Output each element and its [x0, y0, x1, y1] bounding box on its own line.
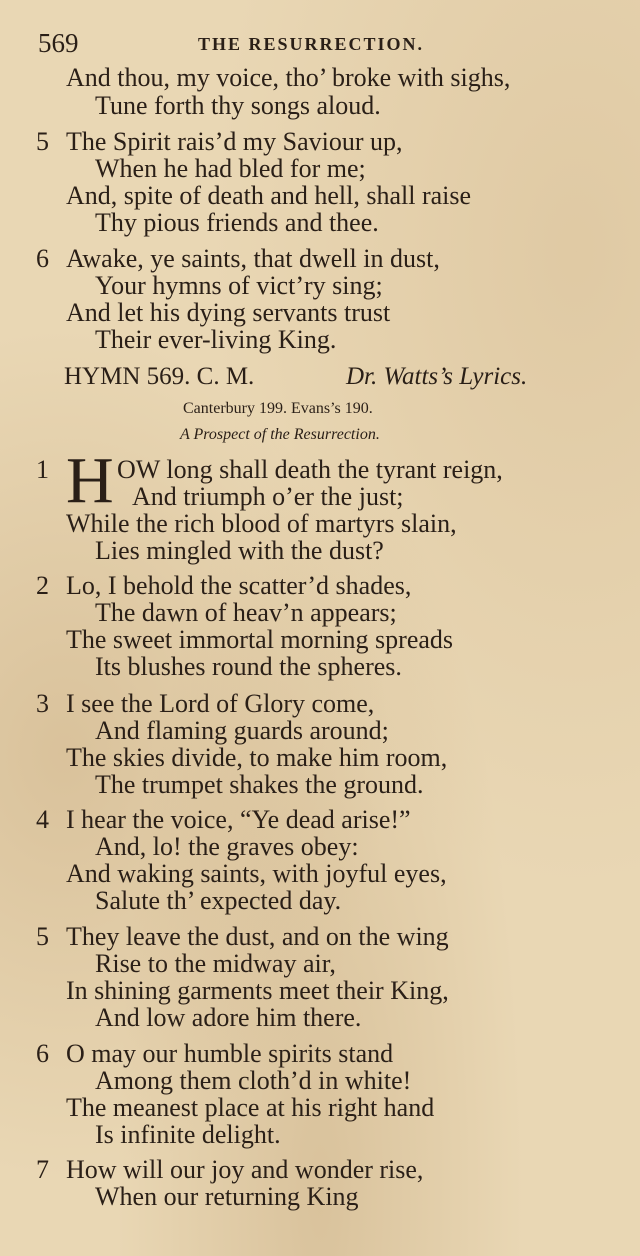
verse-line: And waking saints, with joyful eyes,	[66, 859, 447, 888]
drop-cap: H	[66, 444, 114, 517]
verse-number: 5	[36, 922, 49, 951]
running-head: THE RESURRECTION.	[198, 34, 425, 54]
verse-line: How will our joy and wonder rise,	[66, 1155, 424, 1184]
verse-line: The trumpet shakes the ground.	[95, 770, 424, 799]
verse-number: 2	[36, 571, 49, 600]
verse-line: And, spite of death and hell, shall raise	[66, 181, 472, 210]
verse-line: Is infinite delight.	[95, 1120, 281, 1149]
verse-line: And low adore him there.	[95, 1003, 362, 1032]
verse-line: Tune forth thy songs aloud.	[95, 91, 381, 120]
verse-line: Rise to the midway air,	[95, 949, 336, 978]
verse-line: The meanest place at his right hand	[66, 1093, 435, 1122]
verse-line: Salute th’ expected day.	[95, 886, 342, 915]
verse-line: I see the Lord of Glory come,	[66, 689, 375, 718]
verse-line: The skies divide, to make him room,	[66, 743, 448, 772]
verse-line: When our returning King	[95, 1182, 359, 1211]
hymn-author: Dr. Watts’s Lyrics.	[346, 363, 528, 390]
verse-line: In shining garments meet their King,	[66, 976, 449, 1005]
verse-line: Its blushes round the spheres.	[95, 652, 402, 681]
verse-number: 7	[36, 1155, 49, 1184]
verse-number: 3	[36, 689, 49, 718]
verse-line: Lies mingled with the dust?	[95, 536, 384, 565]
verse-line: O may our humble spirits stand	[66, 1039, 394, 1068]
verse-line: They leave the dust, and on the wing	[66, 922, 449, 951]
verse-number: 6	[36, 244, 49, 273]
hymn-title	[64, 363, 528, 391]
verse-line: Their ever-living King.	[95, 325, 337, 354]
verse-line: The dawn of heav’n appears;	[95, 598, 397, 627]
verse-line: And, lo! the graves obey:	[95, 832, 359, 861]
verse-line: And thou, my voice, tho’ broke with sighs,	[66, 63, 511, 92]
hymn-number-meter: HYMN 569. C. M.	[64, 363, 255, 390]
verse-line: The sweet immortal morning spreads	[66, 625, 454, 654]
verse-number: 6	[36, 1039, 49, 1068]
verse-line: And let his dying servants trust	[66, 298, 391, 327]
tune-references: Canterbury 199. Evans’s 190.	[183, 400, 373, 417]
verse-line: While the rich blood of martyrs slain,	[66, 509, 457, 538]
hymn-subtitle: A Prospect of the Resurrection.	[180, 426, 380, 443]
verse-number: 4	[36, 805, 49, 834]
verse-line: Among them cloth’d in white!	[95, 1066, 412, 1095]
page-number: 569	[38, 28, 79, 58]
verse-line: When he had bled for me;	[95, 154, 366, 183]
verse-number: 1	[36, 455, 49, 484]
verse-line: Lo, I behold the scatter’d shades,	[66, 571, 412, 600]
verse-line: The Spirit rais’d my Saviour up,	[66, 127, 403, 156]
page-header	[38, 28, 620, 64]
verse-line: Awake, ye saints, that dwell in dust,	[66, 244, 440, 273]
verse-line: And triumph o’er the just;	[132, 482, 404, 511]
verse-line: And flaming guards around;	[95, 716, 389, 745]
verse-line: Your hymns of vict’ry sing;	[95, 271, 383, 300]
verse-line: I hear the voice, “Ye dead arise!”	[66, 805, 411, 834]
verse-line: OW long shall death the tyrant reign,	[117, 455, 503, 484]
verse-line: Thy pious friends and thee.	[95, 208, 379, 237]
verse-number: 5	[36, 127, 49, 156]
